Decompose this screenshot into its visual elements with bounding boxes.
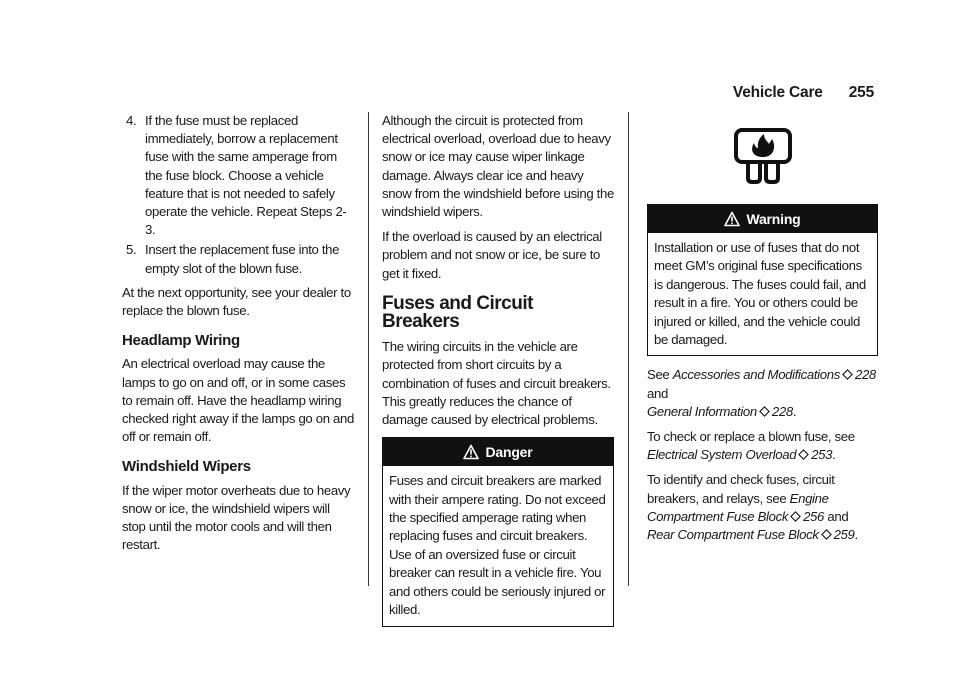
paragraph: An electrical overload may cause the lamps to go on and off, or in some cases to remain off. Have the headlamp wiring checked right away if the lamps go on and off or remain off. — [122, 356, 354, 445]
danger-label: Danger — [485, 444, 533, 461]
paragraph: The wiring circuits in the vehicle are protected from short circuits by a combination of fuses and circuit breakers. This greatly reduces the chance of damage caused by electrical problems. — [382, 339, 611, 428]
paragraph: If the wiper motor overheats due to heavy snow or ice, the windshield wipers will stop until the motor cools and will then restart. — [122, 482, 351, 553]
steps-list — [122, 112, 354, 278]
page-ref-arrow-icon — [821, 529, 832, 540]
page-number: 255 — [848, 84, 874, 101]
paragraph: At the next opportunity, see your dealer to replace the blown fuse. — [122, 284, 351, 319]
page-ref-arrow-icon — [759, 406, 770, 417]
warning-callout — [647, 204, 878, 356]
running-head — [733, 84, 874, 102]
column-1 — [122, 112, 354, 561]
reference-link[interactable]: General Information — [647, 403, 757, 419]
list-item: 5. Insert the replacement fuse into the empty slot of the blown fuse. — [126, 242, 340, 276]
column-divider — [368, 112, 369, 586]
paragraph: If the overload is caused by an electrical problem and not snow or ice, be sure to get it fixed. — [382, 229, 602, 281]
warning-text: Installation or use of fuses that do not meet GM’s original fuse specifications is dangerous. The fuses could fail, and result in a fire. You or others could be injured or killed, and the vehicle could be damaged. — [654, 240, 866, 348]
section-name: Vehicle Care — [732, 84, 823, 101]
alert-icon — [463, 444, 479, 460]
danger-bar — [383, 438, 613, 466]
page-reference[interactable]: 228 — [771, 403, 793, 419]
column-3 — [647, 112, 878, 551]
page-ref-arrow-icon — [842, 369, 853, 380]
headlamp-wiring-heading: Headlamp Wiring — [122, 332, 240, 350]
cross-reference: To identify and check fuses, circuit breakers, and relays, see Engine Compartment Fuse Block 256 and Rear Compartment Fuse Block 259. — [647, 472, 858, 543]
reference-link[interactable]: Electrical System Overload — [647, 447, 797, 463]
cross-reference: To check or replace a blown fuse, see Electrical System Overload 253. — [647, 429, 855, 463]
page-ref-arrow-icon — [790, 511, 801, 522]
reference-link[interactable]: Engine Compartment Fuse Block — [647, 490, 829, 524]
page-ref-arrow-icon — [798, 449, 809, 460]
alert-icon — [724, 211, 740, 227]
warning-bar — [648, 205, 877, 233]
section-heading: Fuses and Circuit Breakers — [382, 292, 533, 333]
danger-callout — [382, 437, 614, 626]
paragraph: Although the circuit is protected from electrical overload, overload due to heavy snow or ice may cause wiper linkage damage. Always clear ice and heavy snow from the windshield before using the windshield wipers. — [382, 113, 614, 220]
warning-label: Warning — [746, 210, 801, 227]
page-reference[interactable]: 228 — [854, 367, 876, 383]
windshield-wipers-heading: Windshield Wipers — [122, 458, 251, 476]
page-reference[interactable]: 253 — [811, 447, 833, 463]
danger-text: Fuses and circuit breakers are marked with their ampere rating. Do not exceed the specified amperage rating when replacing fuses and circuit breakers. Use of an oversized fuse or circuit breaker can result in a vehicle fire. You and others could be seriously injured or killed. — [389, 473, 606, 618]
list-item: 4. If the fuse must be replaced immediately, borrow a replacement fuse with the same amperage from the fuse block. Choose a vehicle feature that is not needed to safely operate the vehicle. Repeat Steps 2-3. — [126, 113, 347, 238]
reference-link[interactable]: Rear Compartment Fuse Block — [647, 527, 819, 543]
reference-link[interactable]: Accessories and Modifications — [672, 367, 840, 383]
column-2 — [382, 112, 614, 637]
cross-reference: See Accessories and Modifications 228 and General Information 228. — [647, 367, 876, 419]
page-reference[interactable]: 259 — [833, 527, 855, 543]
page-reference[interactable]: 256 — [803, 508, 825, 524]
column-divider — [628, 112, 629, 586]
fuse-fire-icon — [647, 126, 878, 186]
